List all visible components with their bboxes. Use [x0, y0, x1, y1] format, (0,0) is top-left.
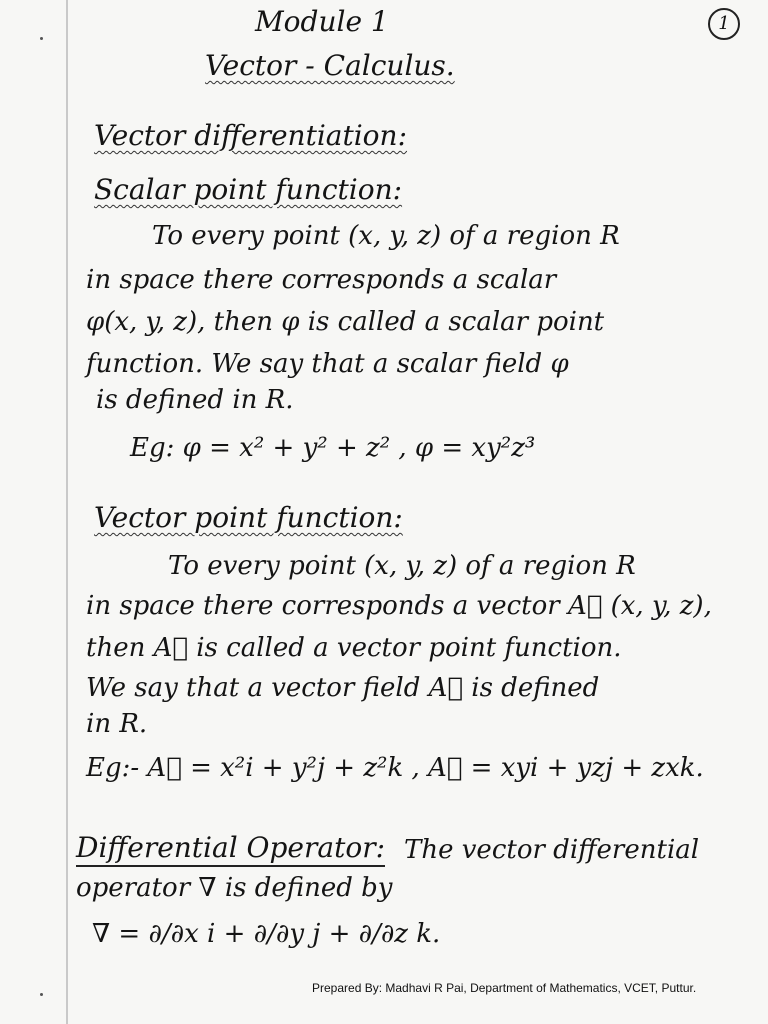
section-heading-differential-operator: Differential Operator: [76, 832, 385, 867]
margin-line [66, 0, 68, 1024]
vector-line: then A⃗ is called a vector point function. [86, 633, 622, 663]
scalar-line: in space there corresponds a scalar [86, 265, 557, 295]
footer-credit: Prepared By: Madhavi R Pai, Department of Mathematics, VCET, Puttur. [312, 981, 697, 995]
page-title: Module 1 [255, 5, 389, 38]
page-dot [40, 37, 43, 40]
operator-line: The vector differential [404, 835, 700, 865]
page-number: 1 [708, 8, 740, 40]
operator-line: operator ∇ is defined by [76, 873, 393, 903]
vector-line: in space there corresponds a vector A⃗ (x, y, z), [86, 591, 712, 621]
section-heading-scalar-point-function: Scalar point function: [94, 173, 403, 206]
scalar-line: function. We say that a scalar field φ [86, 349, 569, 379]
vector-example: Eg:- A⃗ = x²i + y²j + z²k , A⃗ = xyi + yzj + zxk. [86, 753, 704, 783]
vector-line: To every point (x, y, z) of a region R [168, 551, 636, 581]
scalar-example: Eg: φ = x² + y² + z² , φ = xy²z³ [130, 433, 536, 463]
scalar-line: φ(x, y, z), then φ is called a scalar point [86, 307, 605, 337]
section-heading-vector-point-function: Vector point function: [94, 501, 403, 534]
scalar-line: is defined in R. [96, 385, 294, 415]
page-dot [40, 993, 43, 996]
section-heading-vector-differentiation: Vector differentiation: [94, 119, 408, 152]
scalar-line: To every point (x, y, z) of a region R [152, 221, 620, 251]
operator-formula: ∇ = ∂/∂x i + ∂/∂y j + ∂/∂z k. [92, 919, 441, 949]
vector-line: in R. [86, 709, 148, 739]
page-subtitle: Vector - Calculus. [205, 49, 455, 82]
vector-line: We say that a vector field A⃗ is defined [86, 673, 600, 703]
